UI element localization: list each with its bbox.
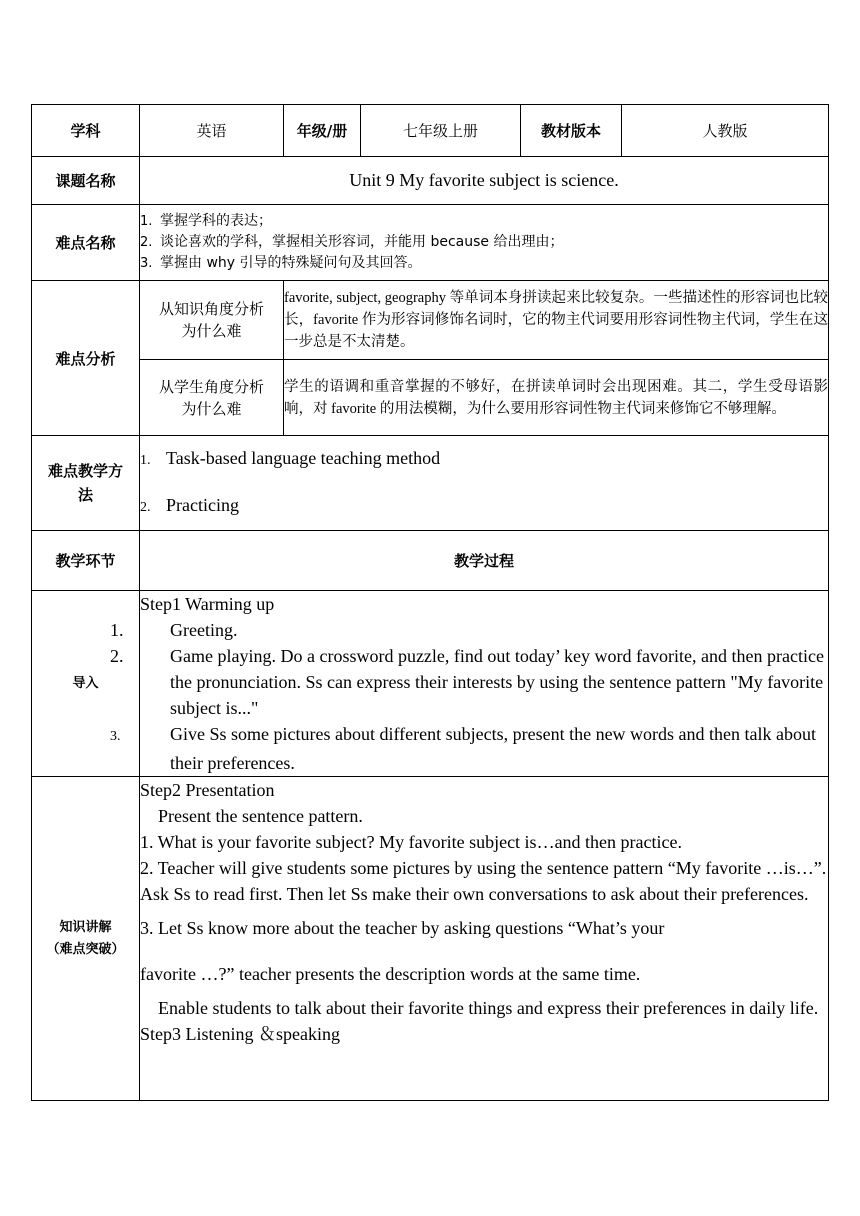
lesson-title: Unit 9 My favorite subject is science. bbox=[140, 157, 829, 205]
presentation-item: 3. Let Ss know more about the teacher by asking questions “What’s your bbox=[140, 918, 665, 938]
process-heading: 教学过程 bbox=[140, 531, 829, 591]
intro-content bbox=[110, 591, 829, 777]
student-angle-label: 从学生角度分析 为什么难 bbox=[140, 360, 284, 436]
difficulty-list bbox=[140, 205, 829, 281]
present-line: Present the sentence pattern. bbox=[158, 806, 363, 826]
subject-value: 英语 bbox=[140, 105, 284, 157]
grade-label: 年级/册 bbox=[284, 105, 361, 157]
presentation-item: 2. Teacher will give students some pictures by using the sentence pattern “My favorite …is…”. Ask Ss to read first. Then let Ss make their own conversations to ask about their preferences. bbox=[140, 858, 827, 904]
presentation-item: 1. What is your favorite subject? My favorite subject is…and then practice. bbox=[140, 832, 682, 852]
intro-item: 3. Give Ss some pictures about different subjects, present the new words and then talk about their preferences. bbox=[110, 724, 817, 773]
method-item: 1. Task-based language teaching method bbox=[140, 448, 441, 468]
edition-label: 教材版本 bbox=[521, 105, 622, 157]
intro-step: Step1 Warming up bbox=[140, 594, 275, 614]
presentation-item-cont: favorite …?” teacher presents the description words at the same time. bbox=[140, 964, 641, 984]
knowledge-row bbox=[32, 777, 829, 1101]
analysis-knowledge-row bbox=[32, 281, 829, 360]
grade-value: 七年级上册 bbox=[361, 105, 521, 157]
method-row bbox=[32, 436, 829, 531]
step3-heading: Step3 Listening ＆speaking bbox=[140, 1024, 340, 1044]
method-label: 难点教学方 法 bbox=[32, 436, 140, 531]
lesson-label: 课题名称 bbox=[32, 157, 140, 205]
method-list bbox=[140, 436, 829, 531]
intro-row bbox=[32, 591, 829, 777]
subject-label: 学科 bbox=[32, 105, 140, 157]
analysis-student-row bbox=[32, 360, 829, 436]
lesson-plan-table bbox=[31, 104, 829, 1101]
method-item: 2. Practicing bbox=[140, 495, 239, 515]
knowledge-angle-text: favorite, subject, geography 等单词本身拼读起来比较复杂。一些描述性的形容词也比较长，favorite 作为形容词修饰名词时，它的物主代词要用形容词性物主代词，学生在这一步总是不太清楚。 bbox=[284, 281, 829, 360]
intro-item: 1. Greeting. bbox=[110, 620, 238, 640]
process-section-label: 教学环节 bbox=[32, 531, 140, 591]
analysis-label: 难点分析 bbox=[32, 281, 140, 436]
knowledge-angle-label: 从知识角度分析 为什么难 bbox=[140, 281, 284, 360]
header-row bbox=[32, 105, 829, 157]
intro-label: 导入 bbox=[32, 591, 140, 777]
difficulty-item: 3. 掌握由 why 引导的特殊疑问句及其回答。 bbox=[140, 255, 422, 271]
presentation-goal: Enable students to talk about their favorite things and express their preferences in daily life. bbox=[158, 998, 819, 1018]
knowledge-content bbox=[140, 777, 829, 1101]
edition-value: 人教版 bbox=[622, 105, 829, 157]
intro-item: 2. Game playing. Do a crossword puzzle, find out today’ key word favorite, and then practice the pronunciation. Ss can express their interests by using the sentence pattern "My favorite subject is..." bbox=[110, 646, 824, 718]
step2-heading: Step2 Presentation bbox=[140, 780, 275, 800]
process-header-row bbox=[32, 531, 829, 591]
difficulty-row bbox=[32, 205, 829, 281]
difficulty-item: 1. 掌握学科的表达； bbox=[140, 213, 272, 229]
difficulty-label: 难点名称 bbox=[32, 205, 140, 281]
lesson-title-row bbox=[32, 157, 829, 205]
difficulty-item: 2. 谈论喜欢的学科，掌握相关形容词，并能用 because 给出理由； bbox=[140, 234, 564, 250]
knowledge-label: 知识讲解 （难点突破） bbox=[32, 777, 140, 1101]
student-angle-text: 学生的语调和重音掌握的不够好，在拼读单词时会出现困难。其二，学生受母语影响，对 favorite 的用法模糊，为什么要用形容词性物主代词来修饰它不够理解。 bbox=[284, 360, 829, 436]
